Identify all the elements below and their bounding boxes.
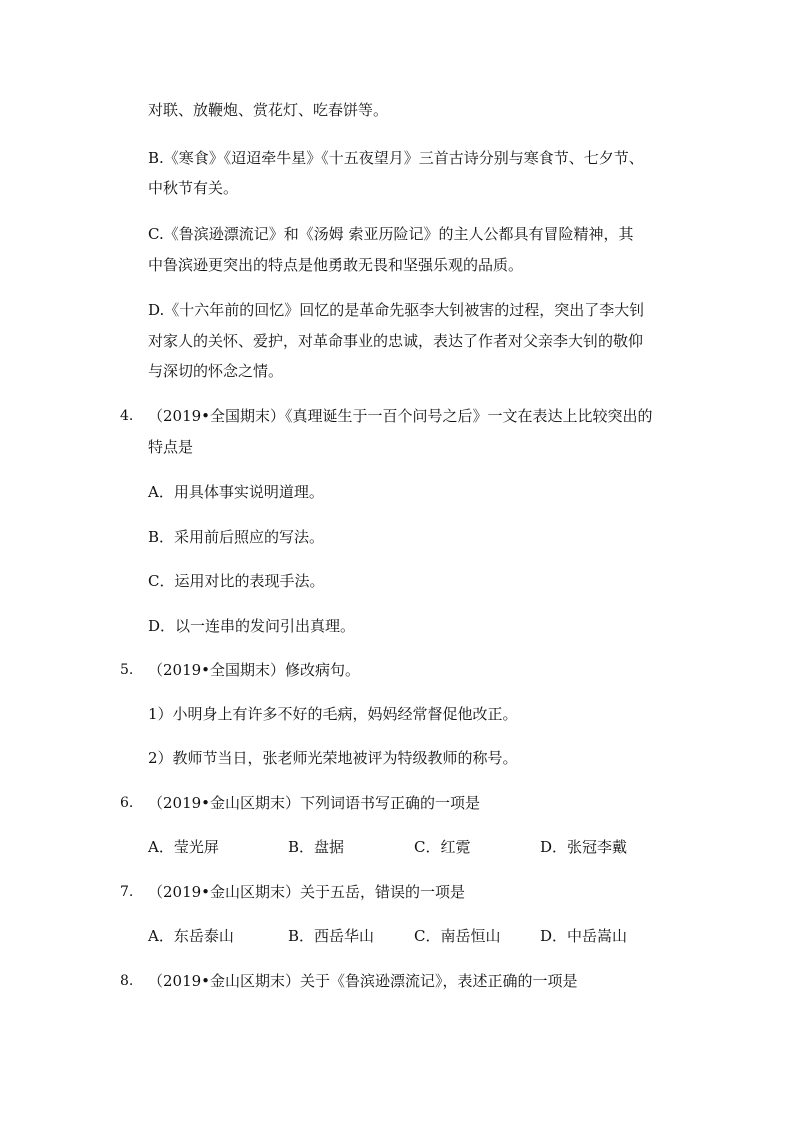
- q4-stem-line2: 特点是: [148, 438, 194, 456]
- q3-option-a-continuation: 对联、放鞭炮、赏花灯、吃春饼等。: [148, 101, 389, 119]
- q3-option-d-line2: 对家人的关怀、爱护，对革命事业的忠诚，表达了作者对父亲李大钊的敬仰: [148, 332, 644, 350]
- q6-stem: （2019•金山区期末）下列词语书写正确的一项是: [148, 794, 481, 812]
- q7-option-d: D．中岳嵩山: [540, 927, 628, 945]
- q8-stem: （2019•金山区期末）关于《鲁滨逊漂流记》，表述正确的一项是: [148, 972, 578, 990]
- q7-options-row: [0, 926, 794, 946]
- q6-number: 6.: [120, 795, 134, 811]
- q4-stem-line1: （2019•全国期末）《真理诞生于一百个问号之后》一文在表达上比较突出的: [148, 407, 653, 425]
- q7-option-b: B．西岳华山: [288, 927, 375, 945]
- q4-option-c: C．运用对比的表现手法。: [148, 572, 325, 590]
- q6-option-c: C．红霓: [414, 838, 471, 856]
- q3-option-b-line2: 中秋节有关。: [148, 179, 239, 197]
- q3-option-b-line1: B.《寒食》《迢迢牵牛星》《十五夜望月》三首古诗分别与寒食节、七夕节、: [148, 149, 644, 167]
- q5-stem: （2019•全国期末）修改病句。: [148, 661, 361, 679]
- q5-sentence-2: 2）教师节当日，张老师光荣地被评为特级教师的称号。: [148, 749, 518, 767]
- q5-number: 5.: [120, 662, 134, 678]
- q6-option-a: A．莹光屏: [148, 838, 219, 856]
- q3-option-c-line2: 中鲁滨逊更突出的特点是他勇敢无畏和坚强乐观的品质。: [148, 256, 524, 274]
- q3-option-d-line3: 与深切的怀念之情。: [148, 362, 284, 380]
- q3-option-d-line1: D.《十六年前的回忆》回忆的是革命先驱李大钊被害的过程，突出了李大钊: [148, 301, 645, 319]
- q6-options-row: [0, 837, 794, 857]
- q4-option-d: D．以一连串的发问引出真理。: [148, 617, 356, 635]
- q4-option-b: B．采用前后照应的写法。: [148, 528, 325, 546]
- q7-number: 7.: [120, 884, 134, 900]
- q7-option-c: C．南岳恒山: [414, 927, 501, 945]
- q7-stem: （2019•金山区期末）关于五岳，错误的一项是: [148, 883, 466, 901]
- q4-option-a: A．用具体事实说明道理。: [148, 483, 324, 501]
- q7-option-a: A．东岳泰山: [148, 927, 234, 945]
- q4-number: 4.: [120, 408, 134, 424]
- q8-number: 8.: [120, 973, 134, 989]
- q6-option-d: D．张冠李戴: [540, 838, 628, 856]
- q5-sentence-1: 1）小明身上有许多不好的毛病，妈妈经常督促他改正。: [148, 705, 518, 723]
- q6-option-b: B．盘据: [288, 838, 345, 856]
- q3-option-c-line1: C.《鲁滨逊漂流记》和《汤姆 索亚历险记》的主人公都具有冒险精神，其: [148, 225, 634, 243]
